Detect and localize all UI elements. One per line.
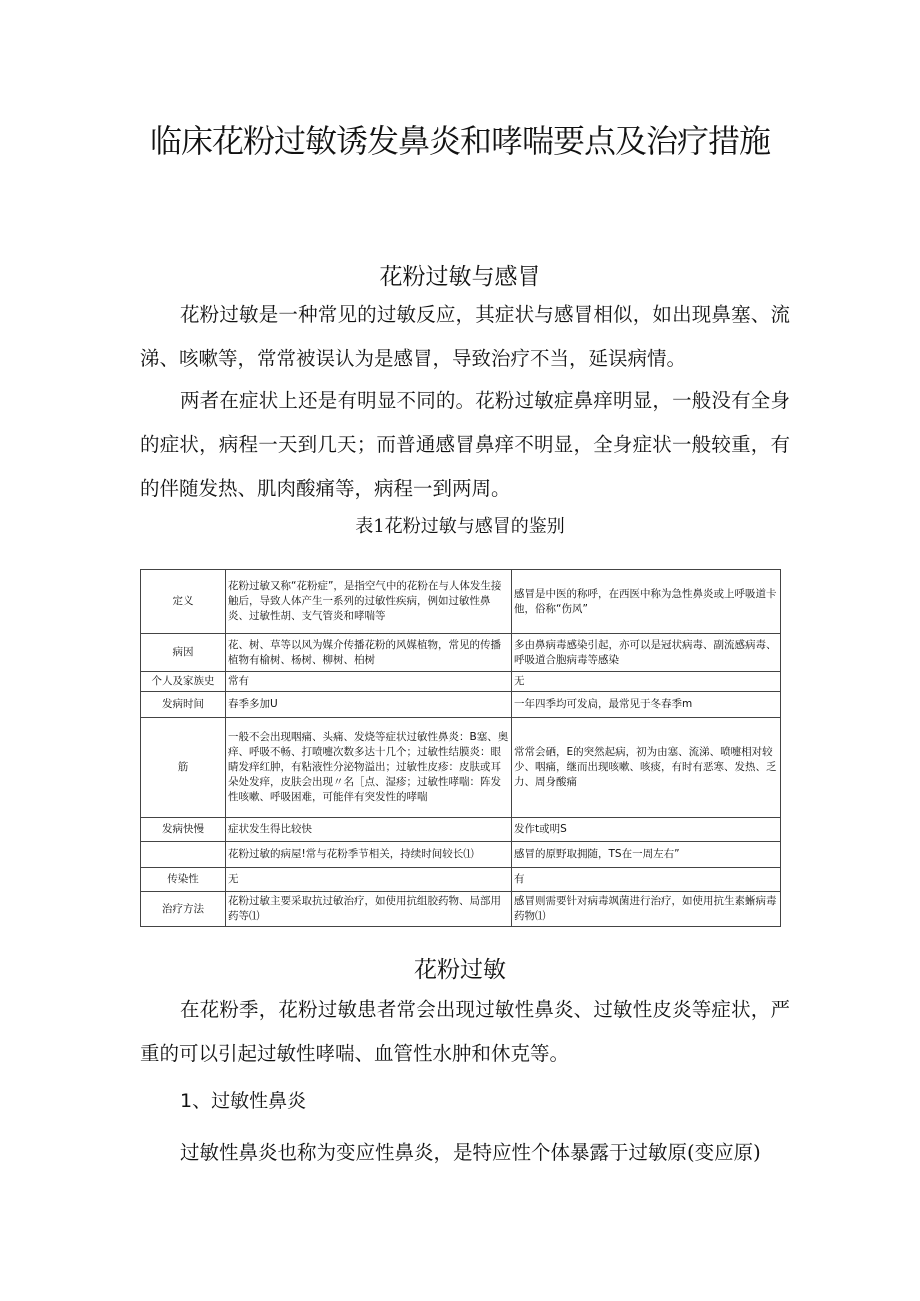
pollen-cell: 花粉过敏主要采取抗过敏治疗，如使用抗组胶药物、局部用药等⑴ <box>226 892 512 927</box>
comparison-table <box>140 569 781 927</box>
document-title: 临床花粉过敏诱发鼻炎和哮喘要点及治疗措施 <box>149 122 770 160</box>
row-label: 发病快慢 <box>141 818 226 842</box>
cold-cell: 多由鼻病毒感染引起，亦可以是冠状病毒、副流感病毒、呼吸道合胞病毒等感染 <box>512 634 781 672</box>
pollen-cell: 春季多加U <box>226 692 512 718</box>
pollen-cell: 花、树、草等以风为媒介传播花粉的风媒植物，常见的传播植物有榆树、杨树、柳树、柏树 <box>226 634 512 672</box>
pollen-cell: 无 <box>226 868 512 892</box>
pollen-cell: 症状发生得比较快 <box>226 818 512 842</box>
table-row <box>141 634 781 672</box>
cold-cell: 一年四季均可发扃，最常见于冬春季m <box>512 692 781 718</box>
cold-cell: 感冒则需要针对病毒飒菌进行治疗，如使用抗生素蜥病毒药物⑴ <box>512 892 781 927</box>
cold-cell: 感冒是中医的称呼，在西医中称为急性鼻炎或上呼吸道卡他，俗称“伤风” <box>512 570 781 634</box>
pollen-cell: 花粉过敏的病屋!常与花粉季节相关，持续时间较长⑴ <box>226 842 512 868</box>
paragraph-allergic-rhinitis: 过敏性鼻炎也称为变应性鼻炎，是特应性个体暴露于过敏原(变应原) <box>180 1141 761 1164</box>
table-row <box>141 818 781 842</box>
table-row <box>141 672 781 692</box>
cold-cell: 有 <box>512 868 781 892</box>
section-heading-pollen-vs-cold: 花粉过敏与感冒 <box>379 264 541 290</box>
table-row <box>141 718 781 818</box>
row-label: 筋 <box>141 718 226 818</box>
table-row <box>141 570 781 634</box>
table-caption: 表1花粉过敏与感冒的鉴别 <box>355 516 565 537</box>
row-label: 传染性 <box>141 868 226 892</box>
cold-cell: 感冒的原野取拥随，TS在一周左右” <box>512 842 781 868</box>
row-label: 治疗方法 <box>141 892 226 927</box>
paragraph-pollen-season: 在花粉季，花粉过敏患者常会出现过敏性鼻炎、过敏性皮炎等症状，严重的可以引起过敏性哮喘、血管性水肿和休克等。 <box>140 998 790 1065</box>
cold-cell: 发作t或明S <box>512 818 781 842</box>
pollen-cell: 一般不会出现咽痛、头痛、发烧等症状过敏性鼻炎：B塞、奥痒、呼吸不畅、打喷嚏次数多达十几个；过敏性结膜炎：眼睛发痒红肿，有粘液性分泌物溢出；过敏性皮疹：皮肤或耳朵处发痒，皮肤会出现〃名［点、湿疹；过敏性哮喘：阵发性咳嗽、呼吸困难，可能伴有突发性的哮喘 <box>226 718 512 818</box>
paragraph-intro: 花粉过敏是一种常见的过敏反应，其症状与感冒相似，如出现鼻塞、流涕、咳嗽等，常常被误认为是感冒，导致治疗不当，延误病情。 <box>140 303 790 370</box>
table-row <box>141 842 781 868</box>
paragraph-difference: 两者在症状上还是有明显不同的。花粉过敏症鼻痒明显，一般没有全身的症状，病程一天到几天；而普通感冒鼻痒不明显，全身症状一般较重，有的伴随发热、肌肉酸痛等，病程一到两周。 <box>140 389 790 500</box>
table-row <box>141 868 781 892</box>
cold-cell: 常常会硒，E的突然起病，初为由塞、流涕、喷嚏相对较少、咽痛，继而出现咳嗽、咳痰，有时有恶寒、发热、乏力、周身酸痛 <box>512 718 781 818</box>
row-label: 发病时间 <box>141 692 226 718</box>
row-label <box>141 842 226 868</box>
cold-cell: 无 <box>512 672 781 692</box>
pollen-cell: 常有 <box>226 672 512 692</box>
row-label: 定义 <box>141 570 226 634</box>
subsection-heading-allergic-rhinitis: 1、过敏性鼻炎 <box>180 1090 307 1112</box>
row-label: 个人及家族史 <box>141 672 226 692</box>
section-heading-pollen-allergy: 花粉过敏 <box>414 957 506 983</box>
table-row <box>141 692 781 718</box>
row-label: 病因 <box>141 634 226 672</box>
pollen-cell: 花粉过敏又称“花粉症”，是指空气中的花粉在与人体发生接触后，导致人体产生一系列的过敏性疾病，例如过敏性鼻炎、过敏性胡、支气管炎和哮喘等 <box>226 570 512 634</box>
table-row <box>141 892 781 927</box>
